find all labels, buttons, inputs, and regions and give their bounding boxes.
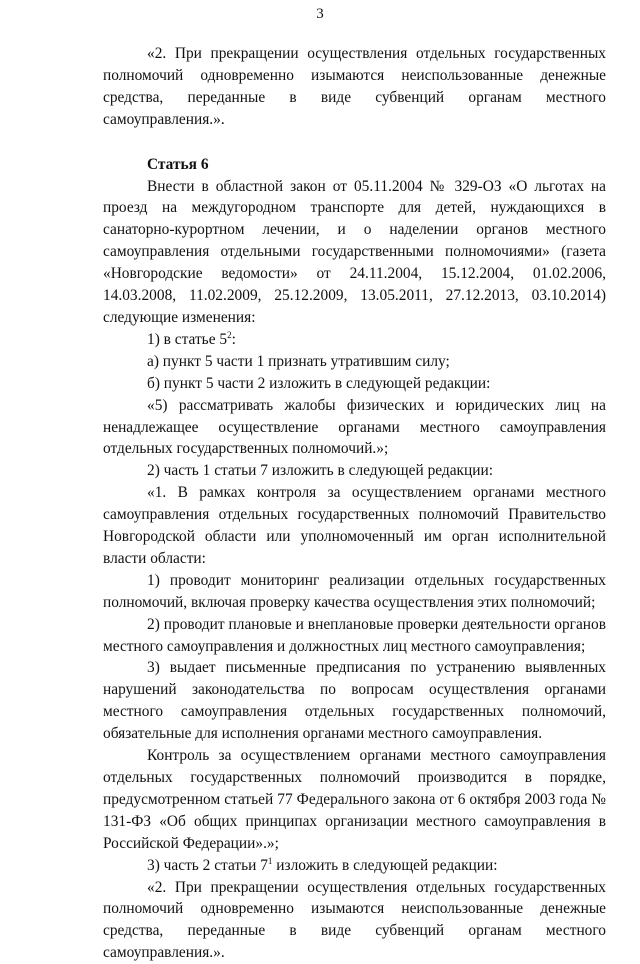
item-1-suffix: :	[231, 330, 236, 348]
paragraph-subitem-a: а) пункт 5 части 1 признать утратившим силу;	[147, 352, 450, 370]
article-heading: Статья 6	[147, 155, 209, 173]
page-number: 3	[316, 6, 324, 22]
paragraph-control-1: 1) проводит мониторинг реализации отдельных государственных полномочий, включая проверку качества осуществления этих полномочий;	[103, 571, 606, 611]
paragraph-quote-1: «1. В рамках контроля за осуществлением органами местного самоуправления отдельных государственных полномочий Правительство Новгородской области или уполномоченный им орган исполнительной власти области:	[103, 484, 606, 567]
paragraph-item-2: 2) часть 1 статьи 7 изложить в следующей редакции:	[147, 462, 494, 480]
paragraph-item-3	[103, 855, 606, 877]
paragraph-amendment-intro: Внести в областной закон от 05.11.2004 № 329-ОЗ «О льготах на проезд на междугородном транспорте для детей, нуждающихся в санаторно-курортном лечении, и о наделении органов местного самоуправления отдельными государственными полномочиями» (газета «Новгородские ведомости» от 24.11.2004, 15.12.2004, 01.02.2006, 14.03.2008, 11.02.2009, 25.12.2009, 13.05.2011, 27.12.2013, 03.10.2014) следующие изменения:	[103, 177, 606, 326]
paragraph-quote-2: «2. При прекращении осуществления отдельных государственных полномочий одновременно изымаются неиспользованные денежные средства, переданные в виде субвенций органам местного самоуправления.».	[103, 45, 606, 128]
item-3-suffix: изложить в следующей редакции:	[272, 856, 498, 874]
item-1-superscript: 2	[227, 329, 232, 340]
paragraph-item-1	[103, 329, 606, 351]
paragraph-subitem-b: б) пункт 5 части 2 изложить в следующей редакции:	[147, 374, 491, 392]
paragraph-control-3: 3) выдает письменные предписания по устранению выявленных нарушений законодательства по вопросам осуществления органами местного самоуправления отдельных государственных полномочий, обязательные для исполнения органами местного самоуправления.	[103, 659, 606, 743]
item-1-text: 1) в статье 5	[147, 330, 228, 348]
paragraph-quote-2-final: «2. При прекращении осуществления отдельных государственных полномочий одновременно изымаются неиспользованные денежные средства, переданные в виде субвенций органам местного самоуправления.».	[103, 878, 606, 962]
paragraph-control-procedure: Контроль за осуществлением органами местного самоуправления отдельных государственных полномочий производится в порядке, предусмотренном статьей 77 Федерального закона от 6 октября 2003 года № 131-ФЗ «Об общих принципах организации местного самоуправления в Российской Федерации».»;	[103, 747, 606, 852]
paragraph-quote-5: «5) рассматривать жалобы физических и юридических лиц на ненадлежащее осуществление органами местного самоуправления отдельных государственных полномочий.»;	[103, 396, 606, 458]
item-3-text: 3) часть 2 статьи 7	[147, 856, 268, 874]
paragraph-control-2: 2) проводит плановые и внеплановые проверки деятельности органов местного самоуправления и должностных лиц местного самоуправления;	[103, 615, 606, 655]
document-body	[103, 43, 606, 964]
item-3-superscript: 1	[267, 855, 273, 866]
